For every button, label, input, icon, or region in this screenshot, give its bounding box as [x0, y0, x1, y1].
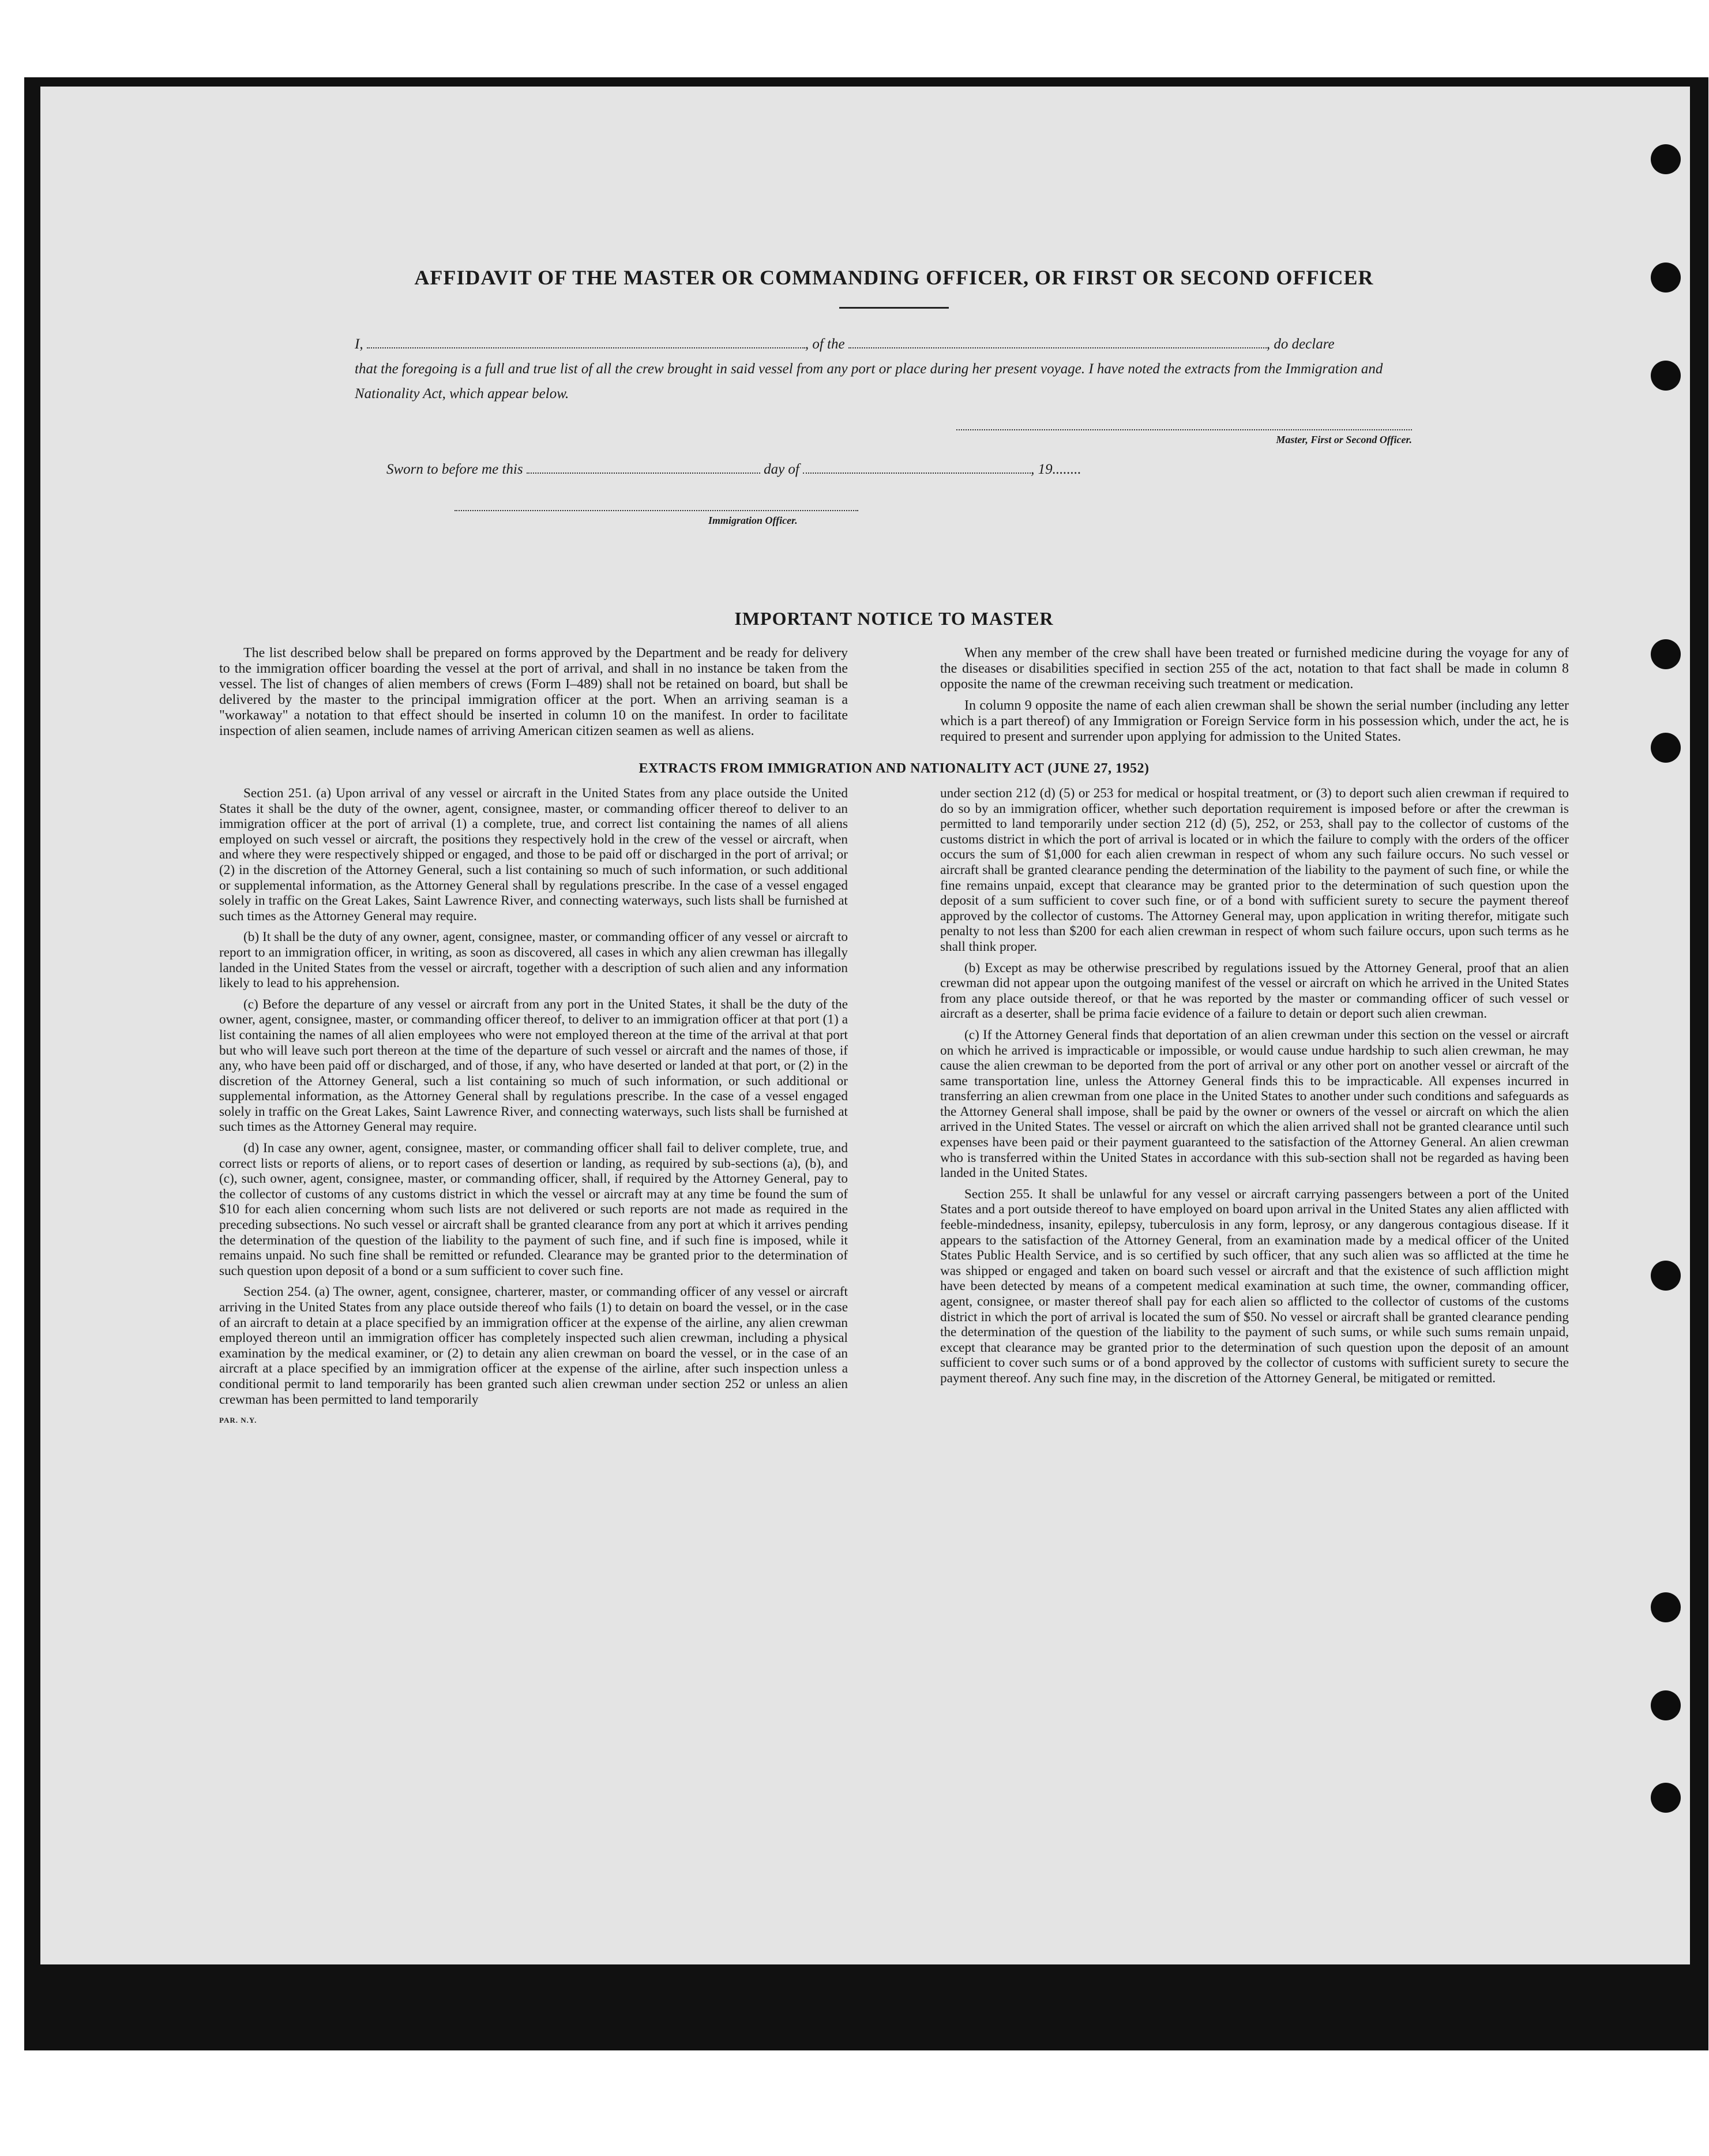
affidavit-title: AFFIDAVIT OF THE MASTER OR COMMANDING OFFICER, OR FIRST OR SECOND OFFICER: [414, 266, 1374, 289]
notice-title: IMPORTANT NOTICE TO MASTER: [734, 608, 1054, 629]
immigration-officer-signature-line[interactable]: [455, 510, 858, 526]
punch-hole: [1651, 361, 1681, 391]
extracts-left-column: [219, 786, 848, 1428]
declaration-i: I,: [355, 336, 363, 352]
punch-hole: [1651, 263, 1681, 293]
notice-paragraph: When any member of the crew shall have been treated or furnished medicine during the voyage for any of the diseases or disabilities specified in section 255 of the act, notation to that fact shall be made in column 8 opposite the name of the crewman receiving such treatment or medication.: [940, 646, 1569, 692]
master-signature-label: Master, First or Second Officer.: [1276, 434, 1412, 445]
declaration: [355, 332, 1430, 406]
day-of-label: day of: [764, 462, 799, 477]
printer-mark: PAR. N.Y.: [219, 1416, 257, 1425]
sworn-line: [386, 461, 1081, 478]
sworn-label: Sworn to before me this: [386, 462, 523, 477]
extract-paragraph: Section 254. (a) The owner, agent, consignee, charterer, master, or commanding officer of any vessel or aircraft arriving in the United States from any place outside thereof who fails (1) to detain on board the vessel, or in the case of an aircraft to detain at a place specified by an immigration officer at the expense of the airline, any alien crewman employed thereon until an immigration officer has completely inspected such alien crewman, including a physical examination by the medical examiner, or (2) to detain any alien crewman on board the vessel, or in the case of an aircraft at a place specified by an immigration officer at the expense of the airline, after such inspection unless a conditional permit to land temporarily has been granted such alien crewman under section 252 or unless an alien crewman has been permitted to land temporarily: [219, 1284, 848, 1407]
signature-block: [219, 406, 1569, 539]
notice-paragraph: In column 9 opposite the name of each alien crewman shall be shown the serial number (including any letter which is a part thereof) of any Immigration or Foreign Service form in his possession which, under the act, he is required to present and surrender upon applying for admission to the United States.: [940, 698, 1569, 744]
notice-right-column: [940, 646, 1569, 751]
name-field[interactable]: [367, 335, 805, 348]
vessel-field[interactable]: [848, 335, 1267, 348]
punch-hole: [1651, 1261, 1681, 1291]
extract-paragraph: (c) Before the departure of any vessel or aircraft from any port in the United States, it shall be the duty of the owner, agent, consignee, master, or commanding officer thereof, to deliver to an immigration officer at that port (1) a list containing the names of all alien employees who were not employed thereon at the time of the arrival at that port but who will leave such port thereon at the time of the departure of such vessel or aircraft and the names of those, if any, who have been paid off or discharged, and of those, if any, who have deserted or landed at that port, or (2) in the discretion of the Attorney General, such a list containing so much of such information, or such additional or supplemental information, as the Attorney General shall by regulations prescribe. In the case of a vessel engaged solely in traffic on the Great Lakes, Saint Lawrence River, and connecting waterways, such lists shall be furnished at such times as the Attorney General may require.: [219, 996, 848, 1135]
year-label: , 19........: [1031, 462, 1081, 477]
extract-paragraph: Section 255. It shall be unlawful for any vessel or aircraft carrying passengers between a port of the United States and a port outside thereof to have employed on board upon arrival in the United States any alien afflicted with feeble-mindedness, insanity, epilepsy, tuberculosis in any form, leprosy, or any dangerous contagious disease. If it appears to the satisfaction of the Attorney General, from an examination made by a medical officer of the United States Public Health Service, and is so certified by such officer, that any such alien was so afflicted at the time he was shipped or engaged and taken on board such vessel or aircraft and that the existence of such affliction might have been detected by means of a competent medical examination at such time, the owner, commanding officer, agent, consignee, or master thereof shall pay for each alien so afflicted to the collector of customs of the customs district in which the port of arrival is located the sum of $50. No vessel or aircraft shall be granted clearance pending the determination of the question of the liability to the payment of such sums, or while such sums remain unpaid, except that clearance may be granted prior to the determination of such question upon the deposit of an amount sufficient to cover such sums or of a bond approved by the collector of customs with sufficient surety to secure the payment thereof. Any such fine may, in the discretion of the Attorney General, be mitigated or remitted.: [940, 1186, 1569, 1386]
extract-paragraph: (b) It shall be the duty of any owner, agent, consignee, master, or commanding officer of any vessel or aircraft to report to an immigration officer, in writing, as soon as discovered, all cases in which any alien crewman has illegally landed in the United States from the vessel or aircraft, together with a description of such alien and any information likely to lead to his apprehension.: [219, 929, 848, 991]
declaration-text: that the foregoing is a full and true list of all the crew brought in said vessel from any port or place during her present voyage. I have noted the extracts from the Immigration and Nationality Act, which appear below.: [355, 361, 1383, 402]
notice-left-column: [219, 646, 848, 751]
document-page: [40, 87, 1690, 1964]
extract-paragraph: Section 251. (a) Upon arrival of any vessel or aircraft in the United States from any place outside the United States it shall be the duty of the owner, agent, consignee, master, or commanding officer thereof to deliver to an immigration officer at the port of arrival (1) a complete, true, and correct list containing the names of all aliens employed on such vessel or aircraft, the positions they respectively hold in the crew of the vessel or aircraft, when and where they were respectively shipped or engaged, and those to be paid off or discharged in the port of arrival; or (2) in the discretion of the Attorney General, such a list containing so much of such information, or such additional or supplemental information, as the Attorney General shall by regulations prescribe. In the case of a vessel engaged solely in traffic on the Great Lakes, Saint Lawrence River, and connecting waterways, such lists shall be furnished at such times as the Attorney General may require.: [219, 786, 848, 924]
notice-paragraph: The list described below shall be prepared on forms approved by the Department and be ready for delivery to the immigration officer boarding the vessel at the port of arrival, and shall in no instance be taken from the vessel. The list of changes of alien members of crews (Form I–489) shall not be retained on board, but shall be delivered by the master to the principal immigration officer at the port. When an arriving seaman is a "workaway" a notation to that effect should be inserted in column 10 on the manifest. In order to facilitate inspection of alien seamen, include names of arriving American citizen seamen as well as aliens.: [219, 646, 848, 738]
punch-hole: [1651, 144, 1681, 174]
sworn-month-field[interactable]: [803, 461, 1031, 474]
extracts-right-column: [940, 786, 1569, 1428]
punch-hole: [1651, 733, 1681, 763]
form-content: [219, 179, 1569, 1428]
master-signature-line[interactable]: [956, 429, 1412, 445]
declaration-of-the: , of the: [805, 336, 845, 352]
extract-paragraph: under section 212 (d) (5) or 253 for medical or hospital treatment, or (3) to deport such alien crewman if required to do so by an immigration officer, whether such deportation requirement is imposed before or after the crewman is permitted to land temporarily under section 212 (d) (5), 252, or 253, shall pay to the collector of customs of the customs district in which the port of arrival is located or in which the failure to comply with the orders of the officer occurs the sum of $1,000 for each alien crewman in respect of whom any such failure occurs. No such vessel or aircraft shall be granted clearance pending the determination of the liability to the payment of such fine, or while the fine remains unpaid, except that clearance may be granted prior to the determination of such question upon the deposit of a sum sufficient to cover such fine, or of a bond with sufficient surety to secure the payment thereof approved by the collector of customs. The Attorney General may, upon application in writing therefor, mitigate such penalty to not less than $200 for each alien crewman in respect of whom such failure occurs, upon such terms as he shall think proper.: [940, 786, 1569, 954]
extracts-title: EXTRACTS FROM IMMIGRATION AND NATIONALITY ACT (JUNE 27, 1952): [638, 761, 1150, 776]
declaration-do-declare: , do declare: [1266, 336, 1335, 352]
extract-paragraph: (d) In case any owner, agent, consignee, master, or commanding officer shall fail to deliver complete, true, and correct lists or reports of aliens, or to report cases of desertion or landing, as required by sub-sections (a), (b), and (c), such owner, agent, consignee, master, or commanding officer, shall, if required by the Attorney General, pay to the collector of customs of any customs district in which the vessel or aircraft may at any time be found the sum of $10 for each alien concerning whom such lists are not delivered or such reports are not made as required in the preceding subsections. No such vessel or aircraft shall be granted clearance from any port at which it arrives pending the determination of the question of the liability to the payment of such fine, and if such fine is imposed, while it remains unpaid. No such fine shall be remitted or refunded. Clearance may be granted prior to the determination of such question upon deposit of a bond or a sum sufficient to cover such fine.: [219, 1141, 848, 1278]
immigration-officer-label: Immigration Officer.: [708, 515, 798, 526]
title-rule: [839, 307, 949, 309]
extract-paragraph: (b) Except as may be otherwise prescribed by regulations issued by the Attorney General, proof that an alien crewman did not appear upon the outgoing manifest of the vessel or aircraft on which he arrived in the United States from any place outside thereof, or that he was reported by the master or commanding officer of such vessel or aircraft as a deserter, shall be prima facie evidence of a failure to detain or deport such alien crewman.: [940, 960, 1569, 1022]
sworn-day-field[interactable]: [527, 461, 760, 474]
punch-hole: [1651, 1783, 1681, 1813]
notice-columns: [219, 646, 1569, 751]
extracts-columns: [219, 786, 1569, 1428]
punch-hole: [1651, 639, 1681, 669]
extract-paragraph: (c) If the Attorney General finds that deportation of an alien crewman under this section on the vessel or aircraft on which he arrived is impracticable or impossible, or would cause undue hardship to such alien crewman, he may cause the alien crewman to be deported from the port of arrival or any other port on another vessel or aircraft of the same transportation line, unless the Attorney General finds this to be impracticable. All expenses incurred in transferring an alien crewman from one place in the United States to another under such conditions and safeguards as the Attorney General shall impose, shall be paid by the owner or owners of the vessel or aircraft on which the alien arrived in the United States. The vessel or aircraft on which the alien arrived shall not be granted clearance until such expenses have been paid or their payment guaranteed to the satisfaction of the Attorney General. An alien crewman who is transferred within the United States in accordance with this sub-section shall not be regarded as having been landed in the United States.: [940, 1027, 1569, 1181]
punch-hole: [1651, 1592, 1681, 1622]
punch-hole: [1651, 1690, 1681, 1720]
